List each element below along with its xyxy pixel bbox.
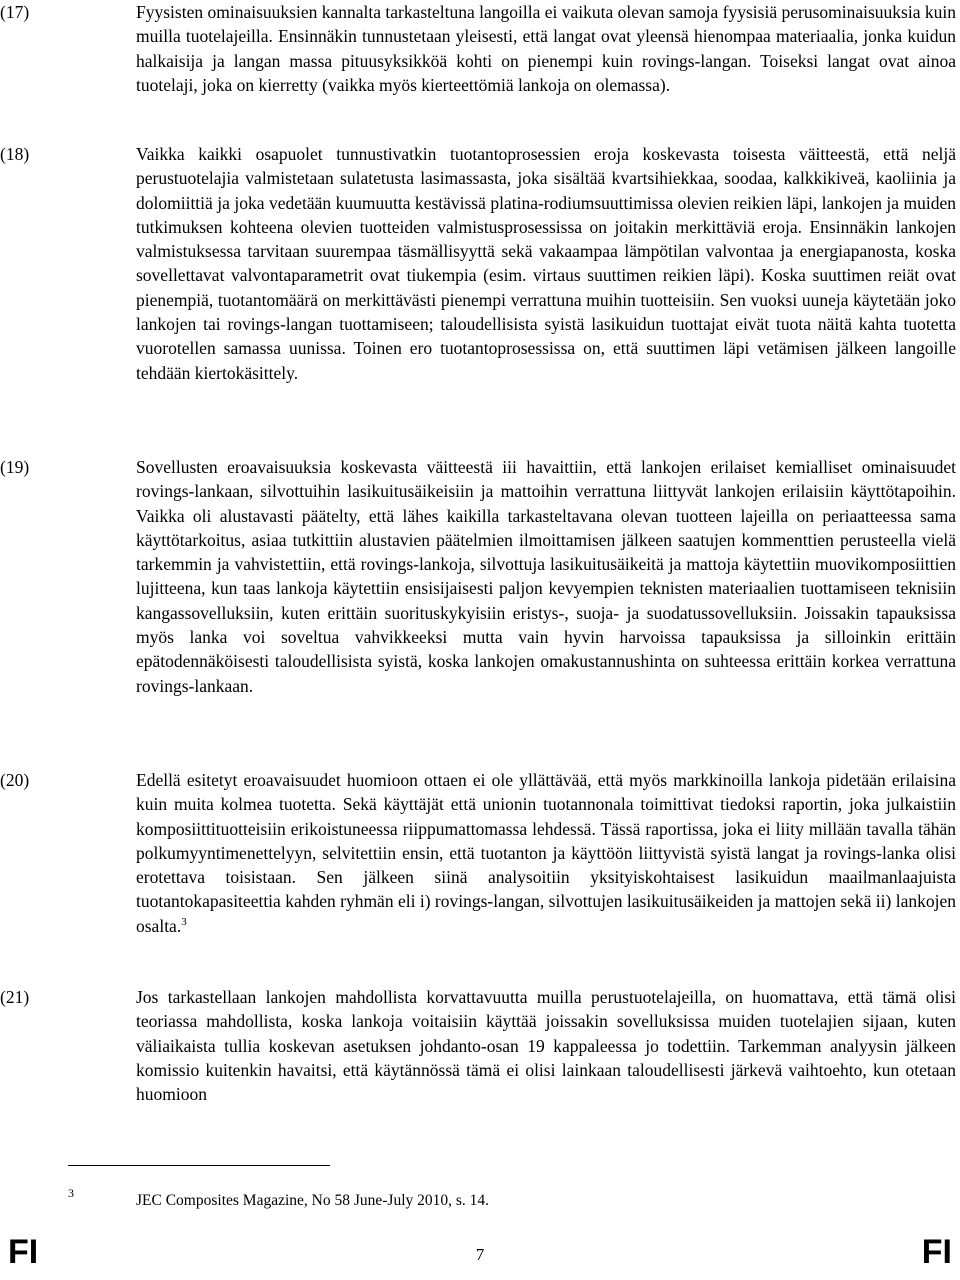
paragraph-body: Edellä esitetyt eroavaisuudet huomioon ottaen ei ole yllättävää, että myös markkinoilla lankoja pidetään erilaisina kuin muita kolmea tuotetta. Sekä käyttäjät että unionin tuotannonala toimittivat tiedoksi raportin, joka julkaistiin komposiittituotteisiin erikoistuneessa riippumattomassa lehdessä. Tässä raportissa, joka ei liity millään tavalla tähän polkumyyntimenettelyyn, selvitettiin ensin, että tuotanton ja käyttöön liittyvistä syistä langat ja rovings-lanka olisi erotettava toisistaan. Sen jälkeen siinä analysoitiin yksityiskohtaisest lasikuidun maailmanlaajuista tuotantokapasiteettia kahden ryhmän eli i) rovings-langan, silvottujen lasikuitusäikeiden ja mattojen sekä ii) lankojen osalta. xyxy=(136,770,956,936)
paragraph-text xyxy=(136,768,956,938)
paragraph-text: Fyysisten ominaisuuksien kannalta tarkasteltuna langoilla ei vaikuta olevan samoja fyysisiä perusominaisuuksia kuin muilla tuotelajeilla. Ensinnäkin tunnustetaan yleisesti, että langat ovat yleensä hienompaa materiaalia, jonka kuidun halkaisija ja langan massa pituusyksikköä kohti on pienempi kuin rovings-langan. Toiseksi langat ovat ainoa tuotelaji, joka on kierretty (vaikka myös kierteettömiä lankoja on olemassa). xyxy=(136,2,956,95)
footnote-mark: 3 xyxy=(68,1186,74,1200)
paragraph-number: (20) xyxy=(0,770,30,790)
footnote-text: JEC Composites Magazine, No 58 June-July 2010, s. 14. xyxy=(136,1192,490,1209)
page-number: 7 xyxy=(475,1245,485,1264)
paragraph-text: Sovellusten eroavaisuuksia koskevasta väitteestä iii havaittiin, että lankojen erilaiset kemialliset ominaisuudet rovings-lankaan, silvottuihin lasikuitusäikeisiin ja mattoihin verrattuna liittyvät lankojen erilaisiin käyttötapoihin. Vaikka oli alustavasti päätelty, että lähes kaikilla tarkasteltavana olevan tuotteen lajeilla on periaatteessa sama käyttötarkoitus, asiaa tutkittiin alustavien päätelmien ilmoittamisen jälkeen saatujen kommenttien perusteella vielä tarkemmin ja vahvistettiin, että rovings-lankoja, silvottuja lasikuitusäikeitä ja mattoja käytettiin muovikomposiittien lujitteena, kun taas lankoja käytettiin ensisijaisesti paljon kevyempien teknisten materiaalien tuottamiseen teknisiin kangassovelluksiin, kuten erittäin suorituskykyisiin eristys-, suoja- ja suodatussovelluksiin. Joissakin tapauksissa myös lanka voi soveltua vahvikkeeksi mutta vain hyvin harvoissa tapauksissa ja silloinkin erittäin epätodennäköisesti taloudellisista syistä, koska lankojen omakustannushinta on suhteessa erittäin korkea verrattuna rovings-lankaan. xyxy=(136,457,956,696)
paragraph-text: Vaikka kaikki osapuolet tunnustivatkin tuotantoprosessien eroja koskevasta toisesta väitteestä, että neljä perustuotelajia valmistetaan sulatetusta lasimassasta, joka sisältää kvartsihiekkaa, soodaa, kalkkikiveä, kaoliinia ja dolomiittiä ja joka vedetään kuumuutta kestävissä platina-rodiumsuuttimissa olevien reikien läpi, lankojen ja muiden tutkimuksen kohteena olevien tuotteiden valmistusprosessissa on joitakin merkittäviä eroja. Ensinnäkin lankojen valmistuksessa tarvitaan suurempaa täsmällisyyttä sekä vakaampaa lämpötilan valvontaa ja energiapanosta, koska sovellettavat valvontaparametrit ovat tiukempia (esim. virtaus suuttimen reikien läpi). Koska suuttimen reiät ovat pienempiä, tuotantomäärä on merkittävästi pienempi verrattuna muihin tuotteisiin. Sen vuoksi uuneja käytetään joko lankojen tai rovings-langan tuottamiseen; taloudellisista syistä lasikuidun tuottajat eivät tuota näitä kahta tuotetta vuorotellen samassa uunissa. Toinen ero tuotantoprosessissa on, että suuttimen läpi vetämisen jälkeen langoille tehdään kiertokäsittely. xyxy=(136,144,956,383)
paragraph-number: (18) xyxy=(0,144,30,164)
paragraph-number: (19) xyxy=(0,457,30,477)
paragraph-number: (21) xyxy=(0,987,30,1007)
language-code-right: FI xyxy=(921,1233,952,1271)
language-code-left: FI xyxy=(8,1233,39,1271)
footnote-reference[interactable]: 3 xyxy=(181,915,187,928)
paragraph-text: Jos tarkastellaan lankojen mahdollista korvattavuutta muilla perustuotelajeilla, on huomattava, että tämä olisi teoriassa mahdollista, koska lankoja voitaisiin käyttää joissakin sovelluksissa muiden tuotelajien sijaan, kuten väliaikaista tullia koskevan asetuksen johdanto-osan 19 kappaleessa jo todettiin. Tarkemman analyysin jälkeen komissio kuitenkin havaitsi, että käytännössä tämä ei olisi lainkaan taloudellisesti järkevä vaihtoehto, kun otetaan huomioon xyxy=(136,987,956,1105)
paragraph-number: (17) xyxy=(0,2,30,22)
footnote-separator xyxy=(68,1165,330,1166)
